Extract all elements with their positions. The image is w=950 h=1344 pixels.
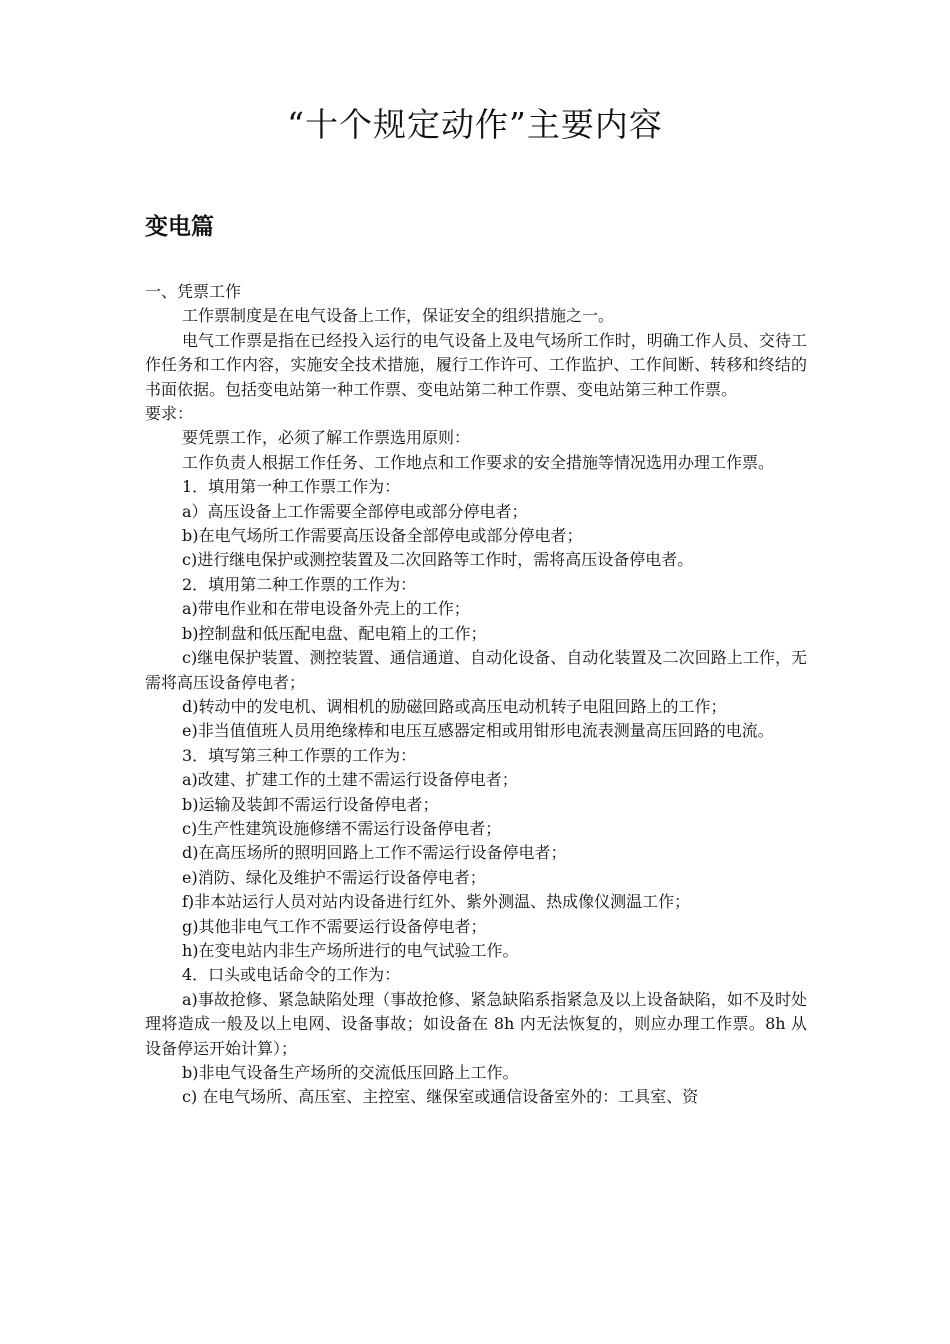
- paragraph: d)在高压场所的照明回路上工作不需运行设备停电者；: [182, 843, 567, 863]
- paragraph: c)进行继电保护或测控装置及二次回路等工作时，需将高压设备停电者。: [182, 550, 694, 570]
- paragraph: b)非电气设备生产场所的交流低压回路上工作。: [182, 1063, 519, 1082]
- paragraph: 要凭票工作，必须了解工作票选用原则：: [182, 428, 471, 448]
- paragraph: 工作票制度是在电气设备上工作，保证安全的组织措施之一。: [182, 306, 615, 326]
- document-title: “十个规定动作”主要内容: [287, 105, 663, 144]
- paragraph: e)非当值值班人员用绝缘棒和电压互感器定相或用钳形电流表测量高压回路的电流。: [182, 721, 774, 741]
- paragraph: a)带电作业和在带电设备外壳上的工作；: [182, 599, 470, 619]
- paragraph: g)其他非电气工作不需要运行设备停电者；: [182, 916, 487, 936]
- paragraph: d)转动中的发电机、调相机的励磁回路或高压电动机转子电阻回路上的工作；: [182, 696, 727, 716]
- paragraph: b)运输及装卸不需运行设备停电者；: [182, 794, 439, 814]
- paragraph: f)非本站运行人员对站内设备进行红外、紫外测温、热成像仪测温工作；: [182, 892, 691, 912]
- section-heading: 变电篇: [145, 214, 214, 240]
- paragraph: 3．填写第三种工作票的工作为：: [182, 745, 417, 765]
- paragraph: a)事故抢修、紧急缺陷处理（事故抢修、紧急缺陷系指紧急及以上设备缺陷，如不及时处理将造成一般及以上电网、设备事故；如设备在 8h 内无法恢复的，则应办理工作票。8h 从设备停运开始计算）；: [145, 989, 807, 1058]
- paragraph: b)控制盘和低压配电盘、配电箱上的工作；: [182, 623, 487, 643]
- paragraph: 一、凭票工作: [145, 282, 242, 301]
- paragraph: c) 在电气场所、高压室、主控室、继保室或通信设备室外的：工具室、资: [182, 1087, 699, 1107]
- paragraph: 4．口头或电话命令的工作为：: [182, 965, 401, 985]
- paragraph: 要求：: [145, 404, 194, 424]
- paragraph: c)生产性建筑设施修缮不需运行设备停电者；: [182, 818, 502, 838]
- document-body: [145, 280, 807, 1110]
- paragraph: a)改建、扩建工作的土建不需运行设备停电者；: [182, 770, 518, 790]
- paragraph: 2．填用第二种工作票的工作为：: [182, 574, 417, 594]
- paragraph: c)继电保护装置、测控装置、通信通道、自动化设备、自动化装置及二次回路上工作，无需将高压设备停电者；: [145, 648, 807, 692]
- paragraph: 1．填用第一种工作票工作为：: [182, 477, 401, 497]
- paragraph: e)消防、绿化及维护不需运行设备停电者；: [182, 867, 486, 887]
- paragraph: a）高压设备上工作需要全部停电或部分停电者；: [182, 501, 528, 521]
- paragraph: b)在电气场所工作需要高压设备全部停电或部分停电者；: [182, 526, 583, 546]
- paragraph: 工作负责人根据工作任务、工作地点和工作要求的安全措施等情况选用办理工作票。: [182, 452, 775, 472]
- paragraph: h)在变电站内非生产场所进行的电气试验工作。: [182, 940, 519, 960]
- paragraph: 电气工作票是指在已经投入运行的电气设备上及电气场所工作时，明确工作人员、交待工作任务和工作内容，实施安全技术措施，履行工作许可、工作监护、工作间断、转移和终结的书面依据。包括变电站第一种工作票、变电站第二种工作票、变电站第三种工作票。: [145, 330, 807, 399]
